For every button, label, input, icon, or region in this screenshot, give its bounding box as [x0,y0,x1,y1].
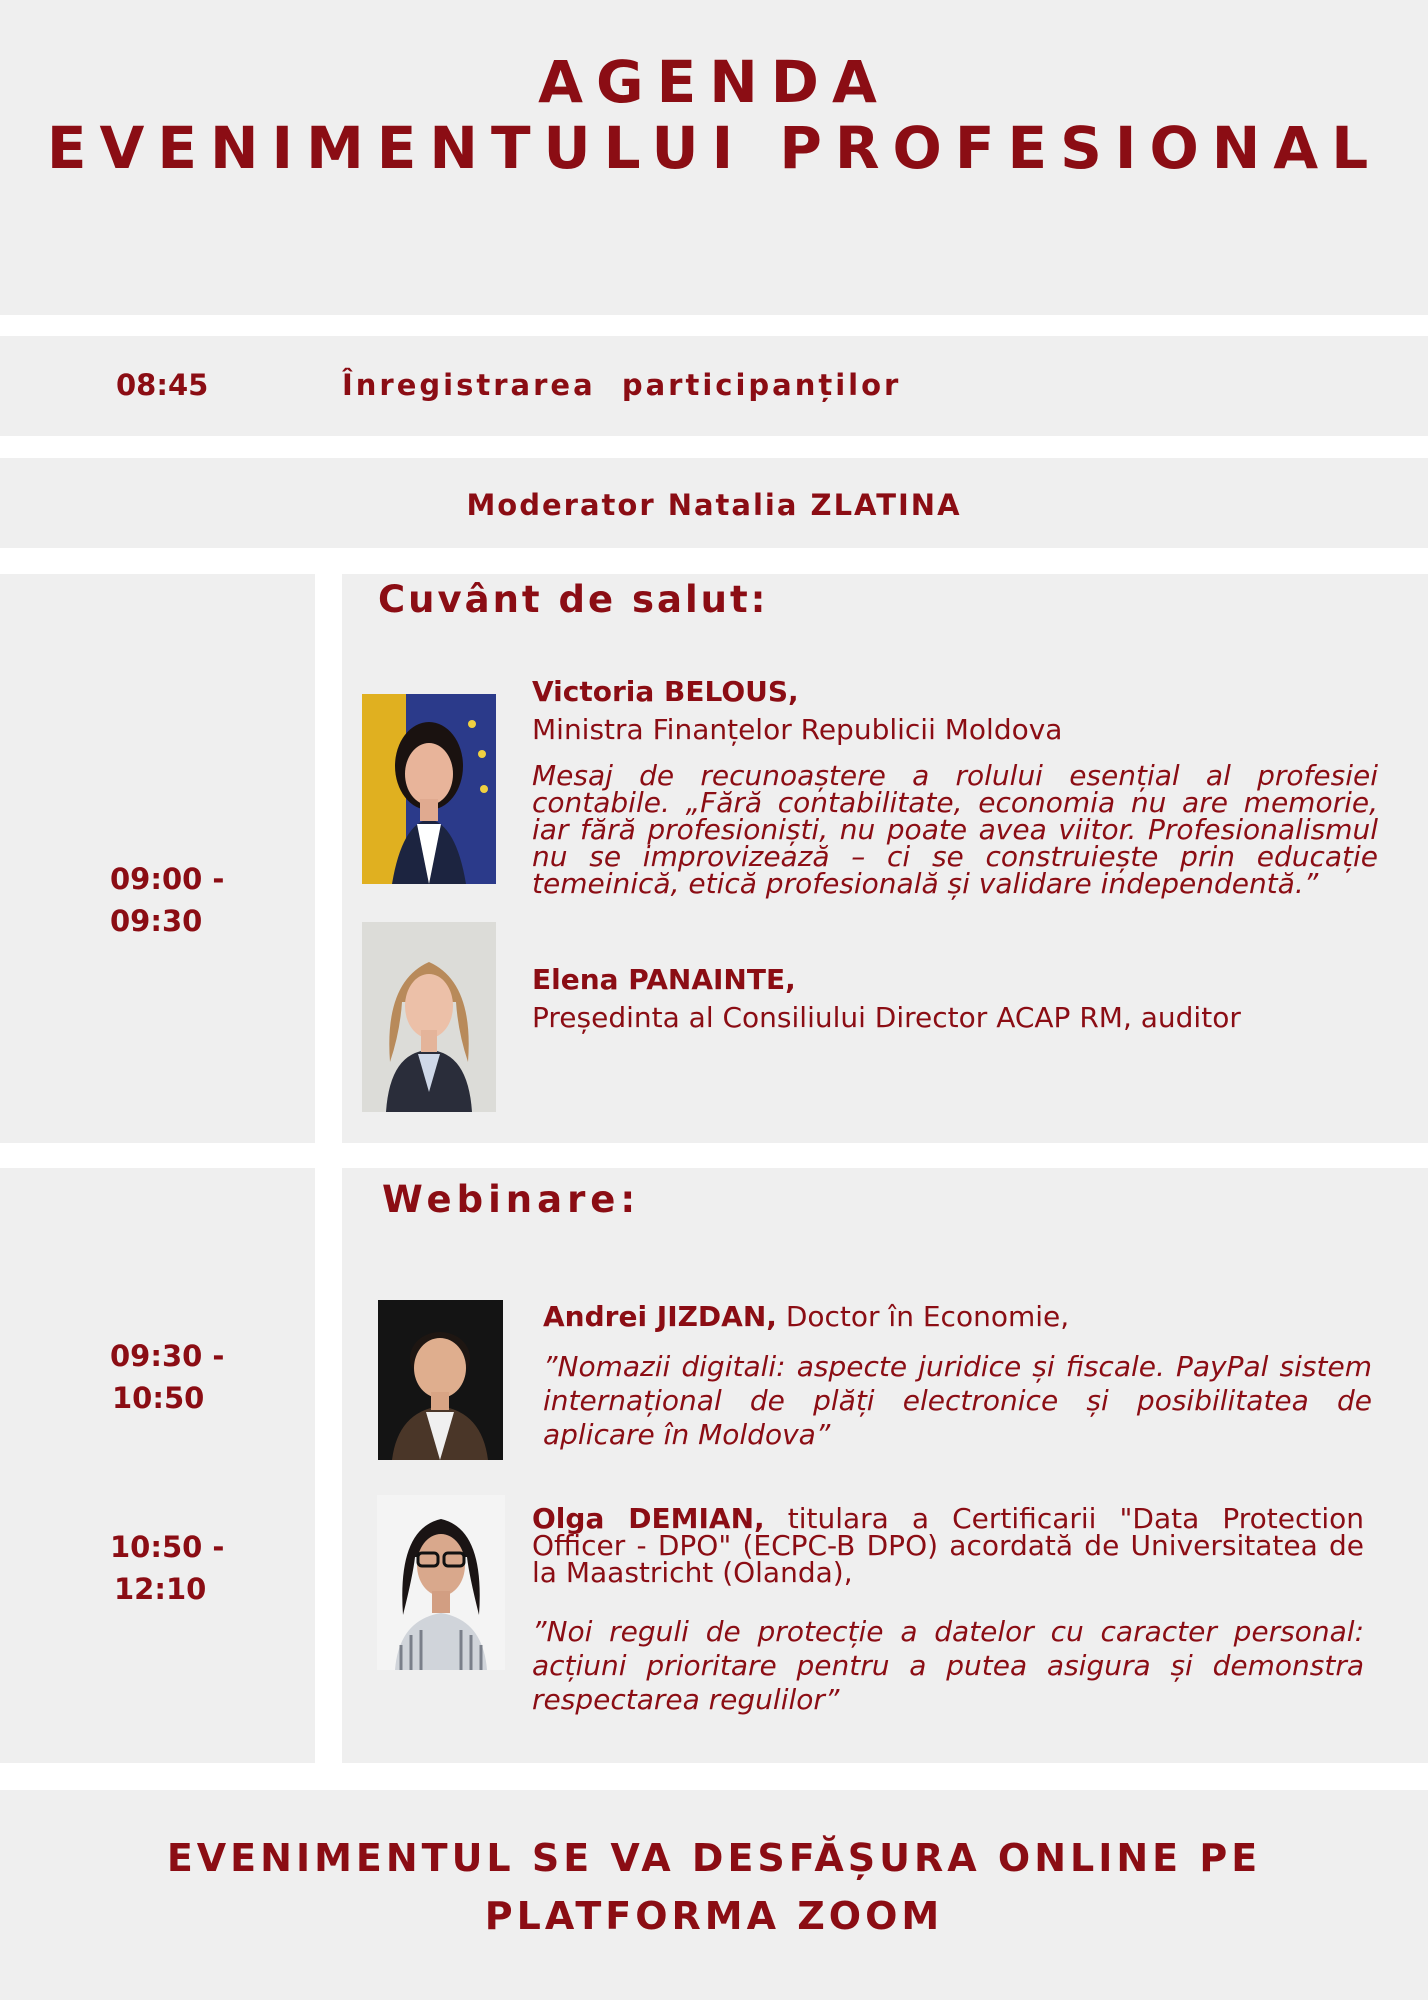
elena-panainte-photo [362,922,496,1112]
agenda-title: AGENDA [538,48,890,116]
speaker-role: Președinta al Consiliului Director ACAP RM, auditor [532,1001,1241,1034]
webinar-2-time-start: 10:50 - [110,1530,225,1564]
webinar-1-topic: ”Nomazii digitali: aspecte juridice și fiscale. PayPal sistem internațional de plăți electronice și posibilitatea de aplicare în Moldova” [543,1350,1372,1451]
webinar-1-speaker: Andrei JIZDAN, Doctor în Economie, [543,1300,1070,1333]
webinar-heading: Webinare: [382,1178,641,1221]
footer-line-2: PLATFORMA ZOOM [484,1894,944,1938]
webinar-time-panel [0,1168,315,1763]
registration-time: 08:45 [116,368,209,402]
greeting-time-start: 09:00 - [110,862,225,896]
speaker-role: Ministra Finanțelor Republicii Moldova [532,713,1063,746]
webinar-1-time-start: 09:30 - [110,1339,225,1373]
speaker-name: Victoria BELOUS, [532,675,799,708]
andrei-jizdan-photo [378,1300,503,1460]
webinar-2-time-end: 12:10 [114,1572,207,1606]
victoria-belous-photo [362,694,496,884]
greeting-heading: Cuvânt de salut: [378,578,769,621]
webinar-2-speaker: Olga DEMIAN, titulara a Certificarii "Data Protection Officer - DPO" (ECPC-B DPO) acordată de Universitatea de la Maastricht (Olanda), [532,1502,1364,1589]
event-title: EVENIMENTULUI PROFESIONAL [46,114,1382,182]
greeting-time-end: 09:30 [110,904,203,938]
registration-label: Înregistrarea participanților [342,368,902,402]
footer-line-1: EVENIMENTUL SE VA DESFĂȘURA ONLINE PE [166,1836,1262,1880]
moderator-label: Moderator Natalia ZLATINA [466,488,962,522]
webinar-1-time-end: 10:50 [112,1381,205,1415]
greeting-message: Mesaj de recunoaștere a rolului esențial al profesiei contabile. „Fără contabilitate, economia nu are memorie, iar fără profesioniști, nu poate avea viitor. Profesionalismul nu se improvizează – ci se construiește prin educație temeinică, etică profesională și validare independentă.” [532,759,1378,900]
webinar-2-topic: ”Noi reguli de protecție a datelor cu caracter personal: acțiuni prioritare pentru a putea asigura și demonstra respectarea regulilor” [532,1615,1364,1716]
olga-demian-photo [377,1495,505,1670]
speaker-name: Elena PANAINTE, [532,963,796,996]
